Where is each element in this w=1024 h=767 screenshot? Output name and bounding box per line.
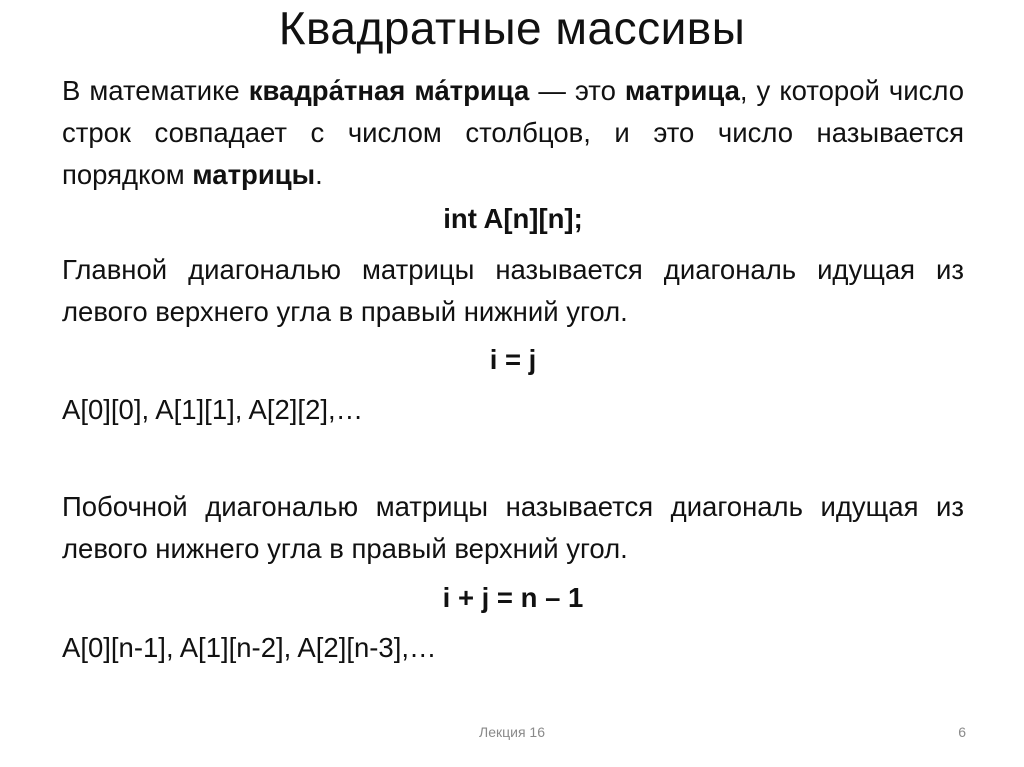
array-declaration: int A[n][n]; [443, 203, 583, 234]
main-diagonal-formula: i = j [489, 344, 537, 375]
definition-term-matrix-2: матрицы [192, 159, 316, 190]
footer-lecture: Лекция 16 [479, 724, 545, 740]
definition-text-1: В математике [62, 75, 249, 106]
definition-term-square-matrix: квадра́тная ма́трица [248, 75, 530, 106]
main-diagonal-definition: Главной диагональю матрицы называется диагональ идущая из левого верхнего угла в правый нижний угол. [62, 254, 964, 327]
definition-text-3: , у которой число строк совпадает с числом столбцов, и это число называется порядком [62, 75, 964, 190]
secondary-diagonal-definition: Побочной диагональю матрицы называется диагональ идущая из левого нижнего угла в правый верхний угол. [62, 491, 964, 564]
definition-paragraph [62, 70, 964, 196]
secondary-diagonal-elements: A[0][n-1], A[1][n-2], A[2][n-3],… [62, 632, 437, 663]
main-diagonal-elements: A[0][0], A[1][1], A[2][2],… [62, 394, 364, 425]
definition-text-2: — это [529, 75, 625, 106]
slide-title: Квадратные массивы [278, 2, 746, 54]
definition-term-matrix: матрица [624, 75, 740, 106]
secondary-diagonal-formula: i + j = n – 1 [442, 582, 584, 613]
page-number: 6 [958, 724, 966, 740]
definition-text-4: . [315, 159, 323, 190]
